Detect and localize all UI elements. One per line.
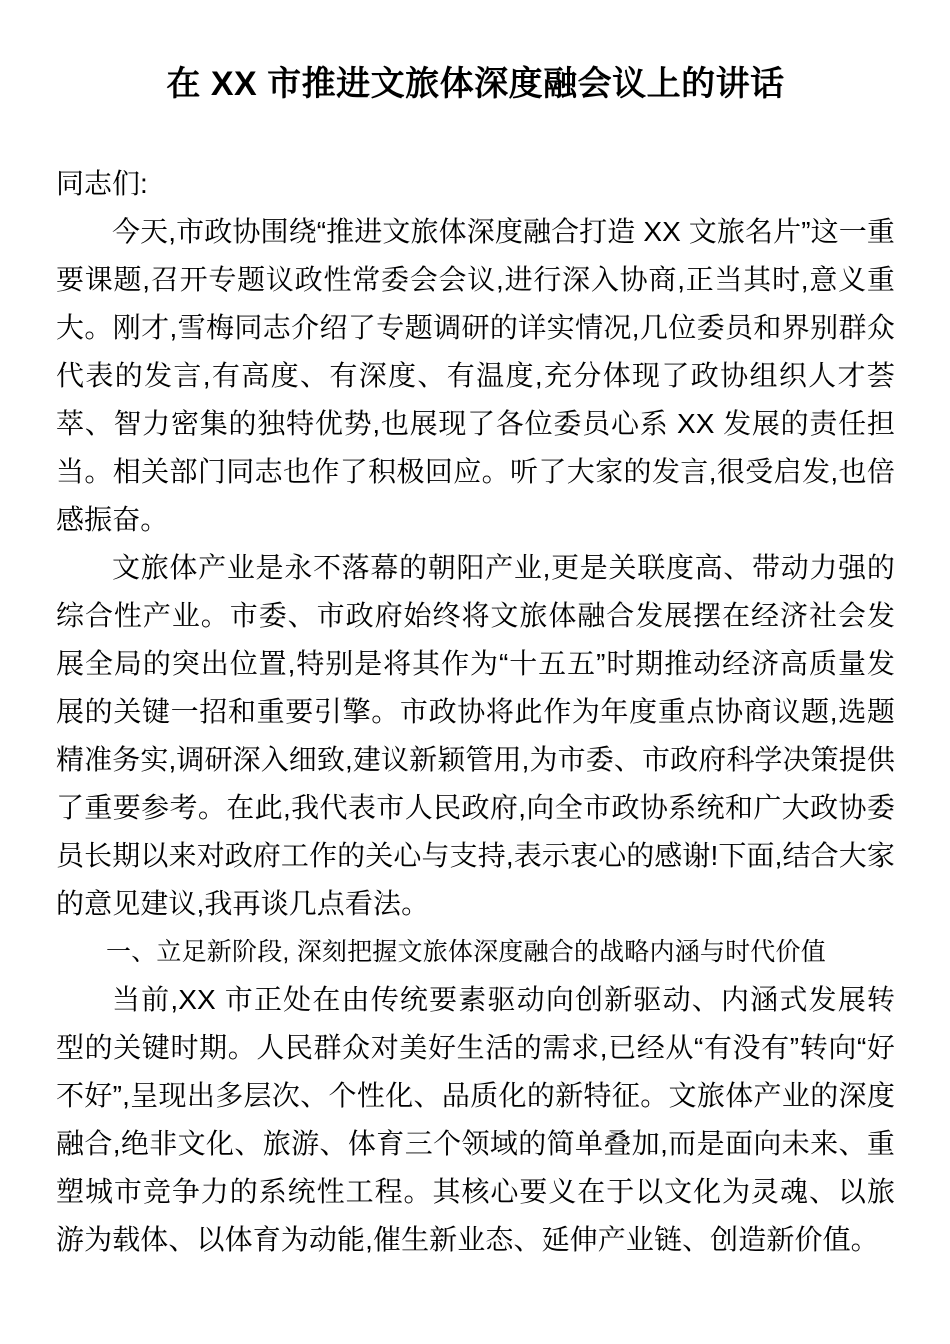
paragraph-1: 今天,市政协围绕“推进文旅体深度融合打造 XX 文旅名片”这一重要课题,召开专题议政性常委会会议,进行深入协商,正当其时,意义重大。刚才,雪梅同志介绍了专题调研的详实情况,几位委员和界别群众代表的发言,有高度、有深度、有温度,充分体现了政协组织人才荟萃、智力密集的独特优势,也展现了各位委员心系 XX 发展的责任担当。相关部门同志也作了积极回应。听了大家的发言,很受启发,也倍感振奋。 xyxy=(56,215,895,535)
paragraph-2: 文旅体产业是永不落幕的朝阳产业,更是关联度高、带动力强的综合性产业。市委、市政府始终将文旅体融合发展摆在经济社会发展全局的突出位置,特别是将其作为“十五五”时期推动经济高质量发展的关键一招和重要引擎。市政协将此作为年度重点协商议题,选题精准务实,调研深入细致,建议新颖管用,为市委、市政府科学决策提供了重要参考。在此,我代表市人民政府,向全市政协系统和广大政协委员长期以来对政府工作的关心与支持,表示衷心的感谢!下面,结合大家的意见建议,我再谈几点看法。 xyxy=(56,551,895,919)
salutation: 同志们: xyxy=(56,167,148,199)
section-heading-1: 一、立足新阶段, 深刻把握文旅体深度融合的战略内涵与时代价值 xyxy=(106,937,826,966)
page-title: 在 XX 市推进文旅体深度融会议上的讲话 xyxy=(166,65,785,103)
paragraph-3: 当前,XX 市正处在由传统要素驱动向创新驱动、内涵式发展转型的关键时期。人民群众对美好生活的需求,已经从“有没有”转向“好不好”,呈现出多层次、个性化、品质化的新特征。文旅体产业的深度融合,绝非文化、旅游、体育三个领域的简单叠加,而是面向未来、重塑城市竞争力的系统性工程。其核心要义在于以文化为灵魂、以旅游为载体、以体育为动能,催生新业态、延伸产业链、创造新价值。 xyxy=(56,983,895,1255)
